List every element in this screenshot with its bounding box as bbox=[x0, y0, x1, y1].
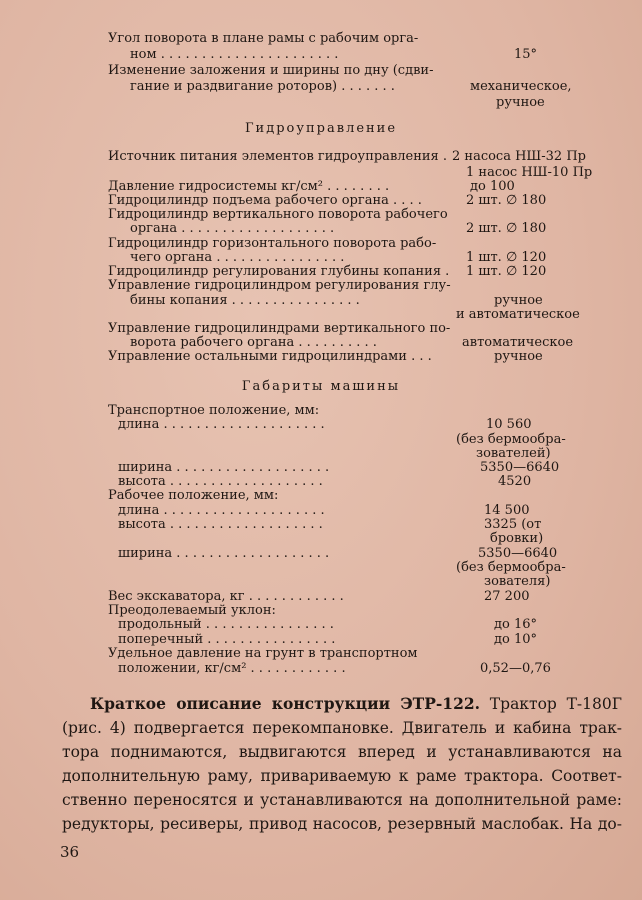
spec-value: 0,52—0,76 bbox=[480, 661, 551, 676]
spec-value: 1 насос НШ-10 Пр bbox=[466, 165, 593, 180]
spec-value: 27 200 bbox=[484, 589, 530, 604]
spec-value: ручное bbox=[494, 349, 543, 364]
section-heading-dimensions: Габариты машины bbox=[241, 379, 401, 394]
spec-row bbox=[0, 660, 642, 677]
spec-label: Гидроцилиндр вертикального поворота рабочего bbox=[108, 207, 448, 222]
spec-label: бины копания . . . . . . . . . . . . . . . . bbox=[130, 293, 360, 308]
spec-value: 15° bbox=[514, 47, 538, 62]
spec-label: ширина . . . . . . . . . . . . . . . . . . . bbox=[118, 460, 330, 475]
spec-label: Транспортное положение, мм: bbox=[108, 403, 320, 418]
spec-row bbox=[0, 30, 642, 47]
paragraph-line: дополнительную раму, привариваемую к раме трактора. Соответ- bbox=[62, 767, 622, 785]
spec-label: Изменение заложения и ширины по дну (сдви- bbox=[108, 63, 434, 78]
paragraph-bold-lead: Краткое описание конструкции ЭТР-122. bbox=[90, 694, 481, 713]
spec-label: Управление гидроцилиндром регулирования глу- bbox=[108, 278, 451, 293]
paragraph-text: Трактор Т-180Г bbox=[480, 695, 622, 713]
spec-label: продольный . . . . . . . . . . . . . . . . bbox=[118, 617, 334, 632]
spec-label: Гидроцилиндр регулирования глубины копания . bbox=[108, 264, 450, 279]
spec-value: ручное bbox=[494, 293, 543, 308]
spec-value: 2 шт. ∅ 180 bbox=[466, 221, 547, 236]
spec-value: механическое, bbox=[470, 79, 572, 94]
spec-label: Рабочее положение, мм: bbox=[108, 488, 279, 503]
spec-row bbox=[0, 62, 642, 79]
paragraph-line: ственно переносятся и устанавливаются на дополнительной раме: bbox=[62, 791, 622, 809]
spec-label: Удельное давление на грунт в транспортном bbox=[108, 646, 418, 661]
spec-label: Давление гидросистемы кг/см² . . . . . . . . bbox=[108, 179, 390, 194]
spec-value: до 100 bbox=[470, 179, 515, 194]
spec-value: зователя) bbox=[484, 574, 551, 589]
spec-value: (без бермообра- bbox=[456, 560, 566, 575]
spec-row bbox=[0, 94, 642, 111]
spec-label: Гидроцилиндр горизонтального поворота рабо- bbox=[108, 236, 437, 251]
spec-label: ширина . . . . . . . . . . . . . . . . . . . bbox=[118, 546, 330, 561]
paragraph-line: тора поднимаются, выдвигаются вперед и устанавливаются на bbox=[62, 743, 622, 761]
spec-label: Источник питания элементов гидроуправления . bbox=[108, 149, 448, 164]
spec-label: Управление гидроцилиндрами вертикального по- bbox=[108, 321, 451, 336]
paragraph-line bbox=[90, 692, 622, 716]
spec-value: зователей) bbox=[476, 446, 551, 461]
spec-row bbox=[0, 348, 642, 365]
spec-value: 14 500 bbox=[484, 503, 530, 518]
spec-label: Управление остальными гидроцилиндрами . . . bbox=[108, 349, 432, 364]
spec-label: поперечный . . . . . . . . . . . . . . . . bbox=[118, 632, 336, 647]
section-heading-hydraulics: Гидроуправление bbox=[244, 121, 398, 136]
paragraph-line: (рис. 4) подвергается перекомпановке. Двигатель и кабина трак- bbox=[62, 719, 622, 737]
spec-label: Вес экскаватора, кг . . . . . . . . . . . . bbox=[108, 589, 344, 604]
spec-value: до 16° bbox=[494, 617, 538, 632]
spec-label: высота . . . . . . . . . . . . . . . . . . . bbox=[118, 474, 323, 489]
spec-label: ном . . . . . . . . . . . . . . . . . . . . . . bbox=[130, 47, 339, 62]
spec-label: положении, кг/см² . . . . . . . . . . . . bbox=[118, 661, 346, 676]
spec-row bbox=[0, 46, 642, 63]
spec-value: 2 шт. ∅ 180 bbox=[466, 193, 547, 208]
spec-label: Угол поворота в плане рамы с рабочим орга- bbox=[108, 31, 419, 46]
spec-label: гание и раздвигание роторов) . . . . . . . bbox=[130, 79, 395, 94]
spec-label: органа . . . . . . . . . . . . . . . . . . . bbox=[130, 221, 335, 236]
spec-value: и автоматическое bbox=[456, 307, 580, 322]
spec-value: автоматическое bbox=[462, 335, 574, 350]
spec-value: (без бермообра- bbox=[456, 432, 566, 447]
spec-label: Преодолеваемый уклон: bbox=[108, 603, 276, 618]
spec-value: ручное bbox=[496, 95, 545, 110]
spec-value: 5350—6640 bbox=[480, 460, 560, 475]
spec-label: Гидроцилиндр подъема рабочего органа . . . . bbox=[108, 193, 422, 208]
spec-label: ворота рабочего органа . . . . . . . . . . bbox=[130, 335, 377, 350]
spec-value: 1 шт. ∅ 120 bbox=[466, 250, 547, 265]
spec-row bbox=[0, 78, 642, 95]
spec-value: 4520 bbox=[498, 474, 532, 489]
page-number: 36 bbox=[60, 843, 80, 861]
spec-value: 5350—6640 bbox=[478, 546, 558, 561]
spec-value: 10 560 bbox=[486, 417, 532, 432]
spec-label: высота . . . . . . . . . . . . . . . . . . . bbox=[118, 517, 323, 532]
spec-value: до 10° bbox=[494, 632, 538, 647]
paragraph-line: редукторы, ресиверы, привод насосов, резервный маслобак. На до- bbox=[62, 815, 622, 833]
spec-label: чего органа . . . . . . . . . . . . . . . . bbox=[130, 250, 345, 265]
spec-value: 1 шт. ∅ 120 bbox=[466, 264, 547, 279]
spec-label: длина . . . . . . . . . . . . . . . . . . . . bbox=[118, 503, 325, 518]
spec-value: бровки) bbox=[490, 531, 544, 546]
spec-value: 3325 (от bbox=[484, 517, 542, 532]
spec-row bbox=[0, 148, 642, 165]
spec-label: длина . . . . . . . . . . . . . . . . . . . . bbox=[118, 417, 325, 432]
spec-value: 2 насоса НШ-32 Пр bbox=[452, 149, 586, 164]
